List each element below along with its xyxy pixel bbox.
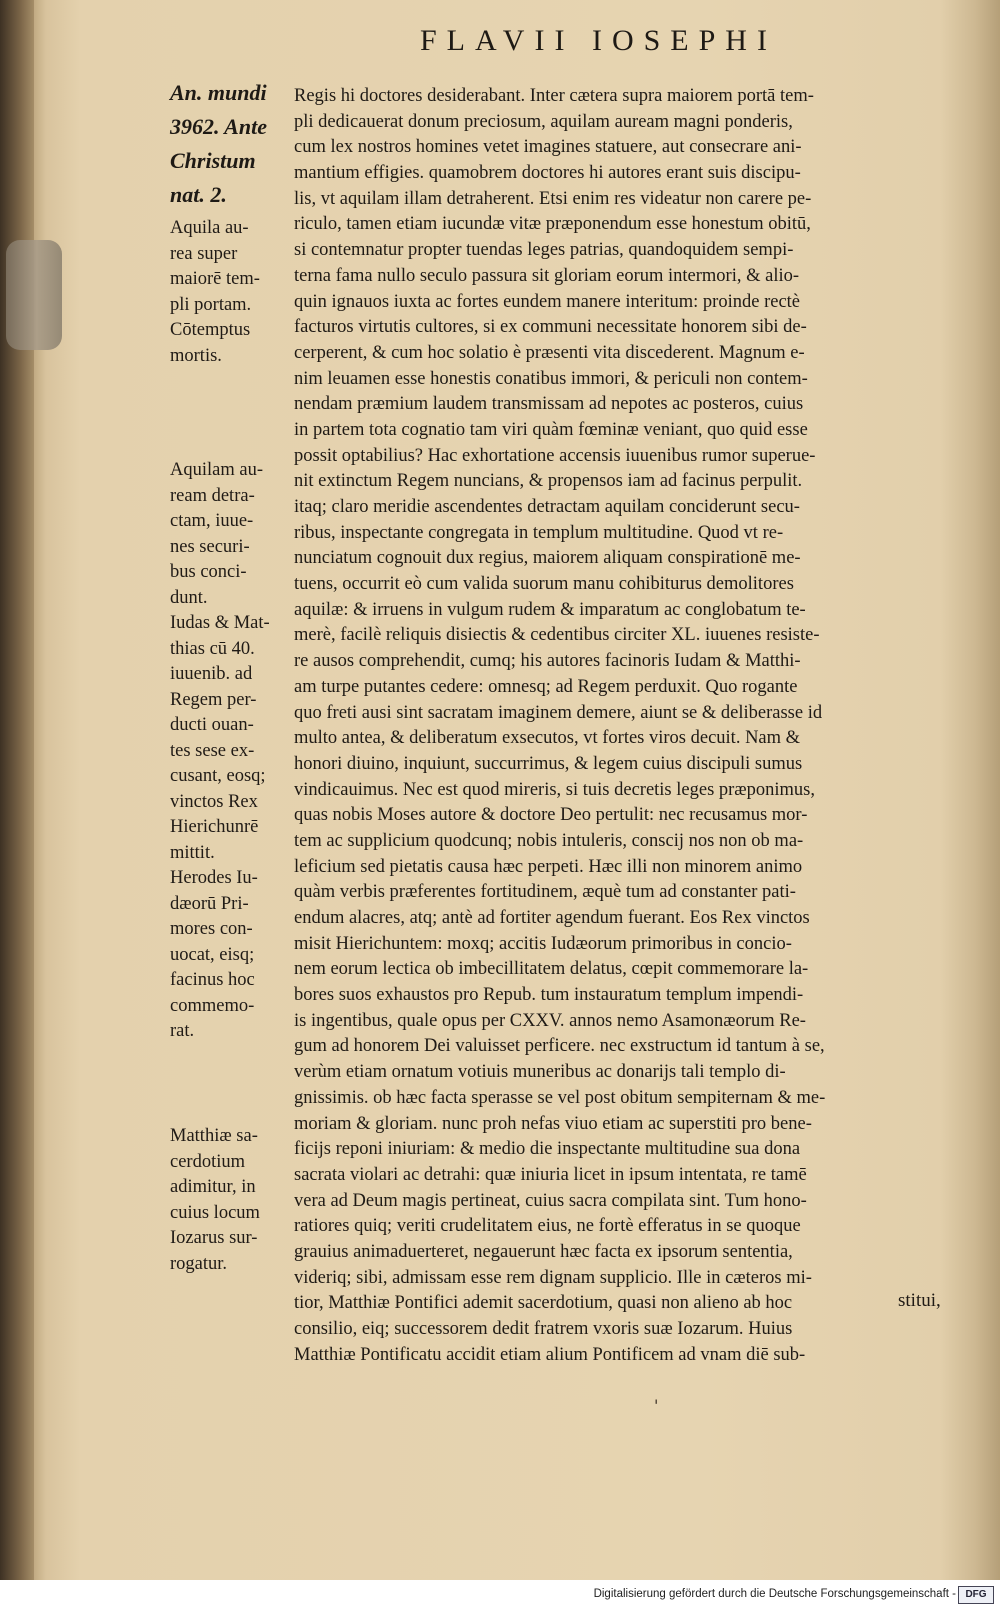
marginal-line: mores con- xyxy=(170,919,253,939)
text-line: quin ignauos iuxta ac fortes eundem manere interitum: proinde rectè xyxy=(294,291,801,312)
text-line: quàm verbis præferentes fortitudinem, æquè tum ad constanter pati- xyxy=(294,882,796,903)
text-line: ribus, inspectante congregata in templum multitudine. Quod vt re- xyxy=(294,522,784,543)
text-line: bores suos exhaustos pro Repub. tum instauratum templum impendi- xyxy=(294,985,804,1006)
marginal-line: commemo- xyxy=(170,995,255,1016)
marginal-line: ctam, iuue- xyxy=(170,511,254,531)
text-line: nit extinctum Regem nuncians, & propensos iam ad facinus perpulit. xyxy=(294,471,803,492)
text-line: verùm etiam ornatum votiuis muneribus ac donarijs tali templo di- xyxy=(294,1062,786,1083)
text-line: videriq; sibi, admissam esse rem dignam supplicio. Ille in cæteros mi- xyxy=(294,1267,812,1288)
text-line: vindicauimus. Nec est quod mireris, si tuis decretis leges præponimus, xyxy=(294,779,815,800)
text-line: terna fama nullo seculo passura sit gloriam eorum intermori, & alio- xyxy=(294,265,800,286)
marginal-line: cusant, eosq; xyxy=(170,766,266,786)
marginal-line: rat. xyxy=(170,1021,195,1041)
text-line: vera ad Deum magis pertineat, cuius sacra compilata sint. Tum hono- xyxy=(294,1190,807,1211)
marginal-line: cerdotium xyxy=(170,1151,246,1172)
marginal-line: thias cū 40. xyxy=(170,638,255,659)
text-line: nendam præmium laudem transmissam ad nepotes ac posteros, cuius xyxy=(294,394,804,415)
marginal-line: iuuenib. ad xyxy=(170,664,253,684)
marginal-line: dæorū Pri- xyxy=(170,893,249,914)
text-line: riculo, tamen etiam iucundæ vitæ præponendum esse honestum obitū, xyxy=(294,214,811,235)
marginal-line: pli portam. xyxy=(170,294,252,315)
text-line: ratiores quiq; veriti crudelitatem eius, ne fortè efferatus in se quoque xyxy=(294,1216,801,1237)
text-line: nim leuamen esse honestis conatibus immori, & periculi non contem- xyxy=(294,368,808,389)
marginal-line: Cōtemptus xyxy=(170,320,251,340)
text-line: aquilæ: & irruens in vulgum rudem & imparatum ac conglobatum te- xyxy=(294,599,806,620)
text-line: consilio, eiq; successorem dedit fratrem vxoris suæ Iozarum. Huius xyxy=(294,1319,793,1339)
marginal-line: Hierichunrē xyxy=(170,817,259,837)
text-line: gum ad honorem Dei valuisset perficere. nec exstructum id tantum à se, xyxy=(294,1036,825,1057)
text-line: in partem tota cognatio tam viri quàm fœminæ veniant, quo quid esse xyxy=(294,419,808,440)
text-line: sacrata violari ac detrahi: quæ iniuria licet in ipsum intentata, re tamē xyxy=(294,1164,807,1185)
text-line: quo freti ausi sint sacratam imaginem demere, aiunt se & deliberasse id xyxy=(294,702,823,723)
text-line: honori diuino, inquiunt, succurrimus, & legem cuius discipuli sumus xyxy=(294,753,803,774)
marginal-date-line: nat. 2. xyxy=(170,182,227,207)
text-line: endum alacres, atq; antè ad fortiter agendum fuerant. Eos Rex vinctos xyxy=(294,908,810,928)
text-line: ficijs reponi iniuriam: & medio die inspectante multitudine sua dona xyxy=(294,1139,801,1160)
text-line: tior, Matthiæ Pontifici ademit sacerdotium, quasi non alieno ab hoc xyxy=(294,1293,793,1314)
marginal-line: rogatur. xyxy=(170,1253,228,1274)
text-line: cerperent, & cum hoc solatio è præsenti vita discederent. Magnum e- xyxy=(294,342,805,363)
text-line: multo antea, & deliberatum exsecutos, vt fortes viros decuit. Nam & xyxy=(294,728,801,749)
marginal-line: vinctos Rex xyxy=(170,791,258,812)
marginal-line: Iozarus sur- xyxy=(170,1228,258,1248)
digitization-footer xyxy=(0,1580,1000,1611)
marginal-date-note xyxy=(170,76,300,212)
page-tab xyxy=(6,240,62,350)
text-line: cum lex nostros homines vetet imagines statuere, aut consecrare ani- xyxy=(294,137,802,158)
text-line: quas nobis Moses autore & doctore Deo pertulit: nec recusamus mor- xyxy=(294,805,808,826)
marginal-line: Aquila au- xyxy=(170,218,249,238)
marginal-line: mortis. xyxy=(170,345,222,366)
text-line: re ausos comprehendit, cumq; his autores facinoris Iudam & Matthi- xyxy=(294,651,801,672)
catchword: stitui, xyxy=(898,1290,941,1311)
marginal-line: adimitur, in xyxy=(170,1177,256,1197)
marginal-line: tes sese ex- xyxy=(170,740,255,761)
dfg-logo: DFG xyxy=(958,1586,994,1604)
marginal-line: Regem per- xyxy=(170,689,257,710)
running-title: FLAVII IOSEPHI xyxy=(420,24,777,57)
text-line: lis, vt aquilam illam detraherent. Etsi enim res videatur non carere pe- xyxy=(294,188,812,209)
marginal-date-line: 3962. Ante xyxy=(170,114,267,139)
marginal-line: rea super xyxy=(170,243,238,264)
text-line: moriam & gloriam. nunc proh nefas viuo etiam ac superstiti pro bene- xyxy=(294,1113,812,1134)
text-line: mantium effigies. quamobrem doctores hi autores erant suis discipu- xyxy=(294,163,801,184)
book-binding xyxy=(0,0,34,1580)
text-line: misit Hierichuntem: moxq; accitis Iudæorum primoribus in concio- xyxy=(294,933,792,954)
text-line: facturos virtutis cultores, si ex communi necessitate honorem sibi de- xyxy=(294,317,807,338)
text-line: itaq; claro meridie ascendentes detractam aquilam conciderunt secu- xyxy=(294,497,800,517)
text-line: possit optabilius? Hac exhortatione accensis iuuenibus rumor superue- xyxy=(294,445,816,466)
text-line: nunciatum cognouit dux regius, maiorem aliquam conspirationē me- xyxy=(294,548,801,569)
marginal-line: cuius locum xyxy=(170,1202,260,1223)
marginal-note-matthias xyxy=(170,1124,295,1277)
text-line: Regis hi doctores desiderabant. Inter cætera supra maiorem portā tem- xyxy=(294,86,814,106)
marginal-line: dunt. xyxy=(170,587,208,608)
text-line: is ingentibus, quale opus per CXXV. annos nemo Asamonæorum Re- xyxy=(294,1010,806,1031)
marginal-line: mittit. xyxy=(170,842,215,863)
footer-credit: Digitalisierung gefördert durch die Deutsche Forschungsgemeinschaft - xyxy=(593,1588,956,1600)
marginal-line: maiorē tem- xyxy=(170,269,260,289)
marginal-line: uocat, eisq; xyxy=(170,944,255,965)
marginal-date-line: Christum xyxy=(170,148,256,173)
marginal-note-youths xyxy=(170,458,295,1045)
main-text-block xyxy=(294,84,974,1368)
marginal-line: Herodes Iu- xyxy=(170,868,258,888)
text-line: grauius animaduerteret, negauerunt hæc facta ex ipsorum sententia, xyxy=(294,1241,793,1262)
text-line: Matthiæ Pontificatu accidit etiam alium Pontificem ad vnam diē sub- xyxy=(294,1344,806,1365)
marginal-date-line: An. mundi xyxy=(170,80,267,105)
marginal-line: Aquilam au- xyxy=(170,460,263,480)
marginal-note-eagle xyxy=(170,216,295,369)
marginal-line: Matthiæ sa- xyxy=(170,1126,258,1146)
marginal-line: ducti ouan- xyxy=(170,715,254,735)
marginal-line: bus conci- xyxy=(170,562,247,582)
text-line: am turpe putantes cedere: omnesq; ad Regem perduxit. Quo rogante xyxy=(294,676,798,697)
text-line: tuens, occurrit eò cum valida suorum manu cohibiturus demolitores xyxy=(294,574,794,595)
text-line: si contemnatur propter tuendas leges patrias, quandoquidem sempi- xyxy=(294,240,794,261)
text-line: merè, facilè reliquis disiectis & cedentibus circiter XL. iuuenes resiste- xyxy=(294,625,820,646)
ink-mark: ' xyxy=(654,1396,659,1415)
marginal-line: nes securi- xyxy=(170,536,250,557)
marginal-line: facinus hoc xyxy=(170,970,255,990)
text-line: pli dedicauerat donum preciosum, aquilam auream magni ponderis, xyxy=(294,111,793,132)
marginal-line: ream detra- xyxy=(170,485,255,506)
text-line: gnissimis. ob hæc facta sperasse se vel post obitum sempiternam & me- xyxy=(294,1087,826,1108)
marginal-line: Iudas & Mat- xyxy=(170,613,270,633)
text-line: tem ac supplicium quodcunq; nobis intuleris, conscij nos non ob ma- xyxy=(294,830,804,851)
text-line: leficium sed pietatis causa hæc perpeti. Hæc illi non minorem animo xyxy=(294,856,803,877)
text-line: nem eorum lectica ob imbecillitatem delatus, cœpit commemorare la- xyxy=(294,959,809,980)
